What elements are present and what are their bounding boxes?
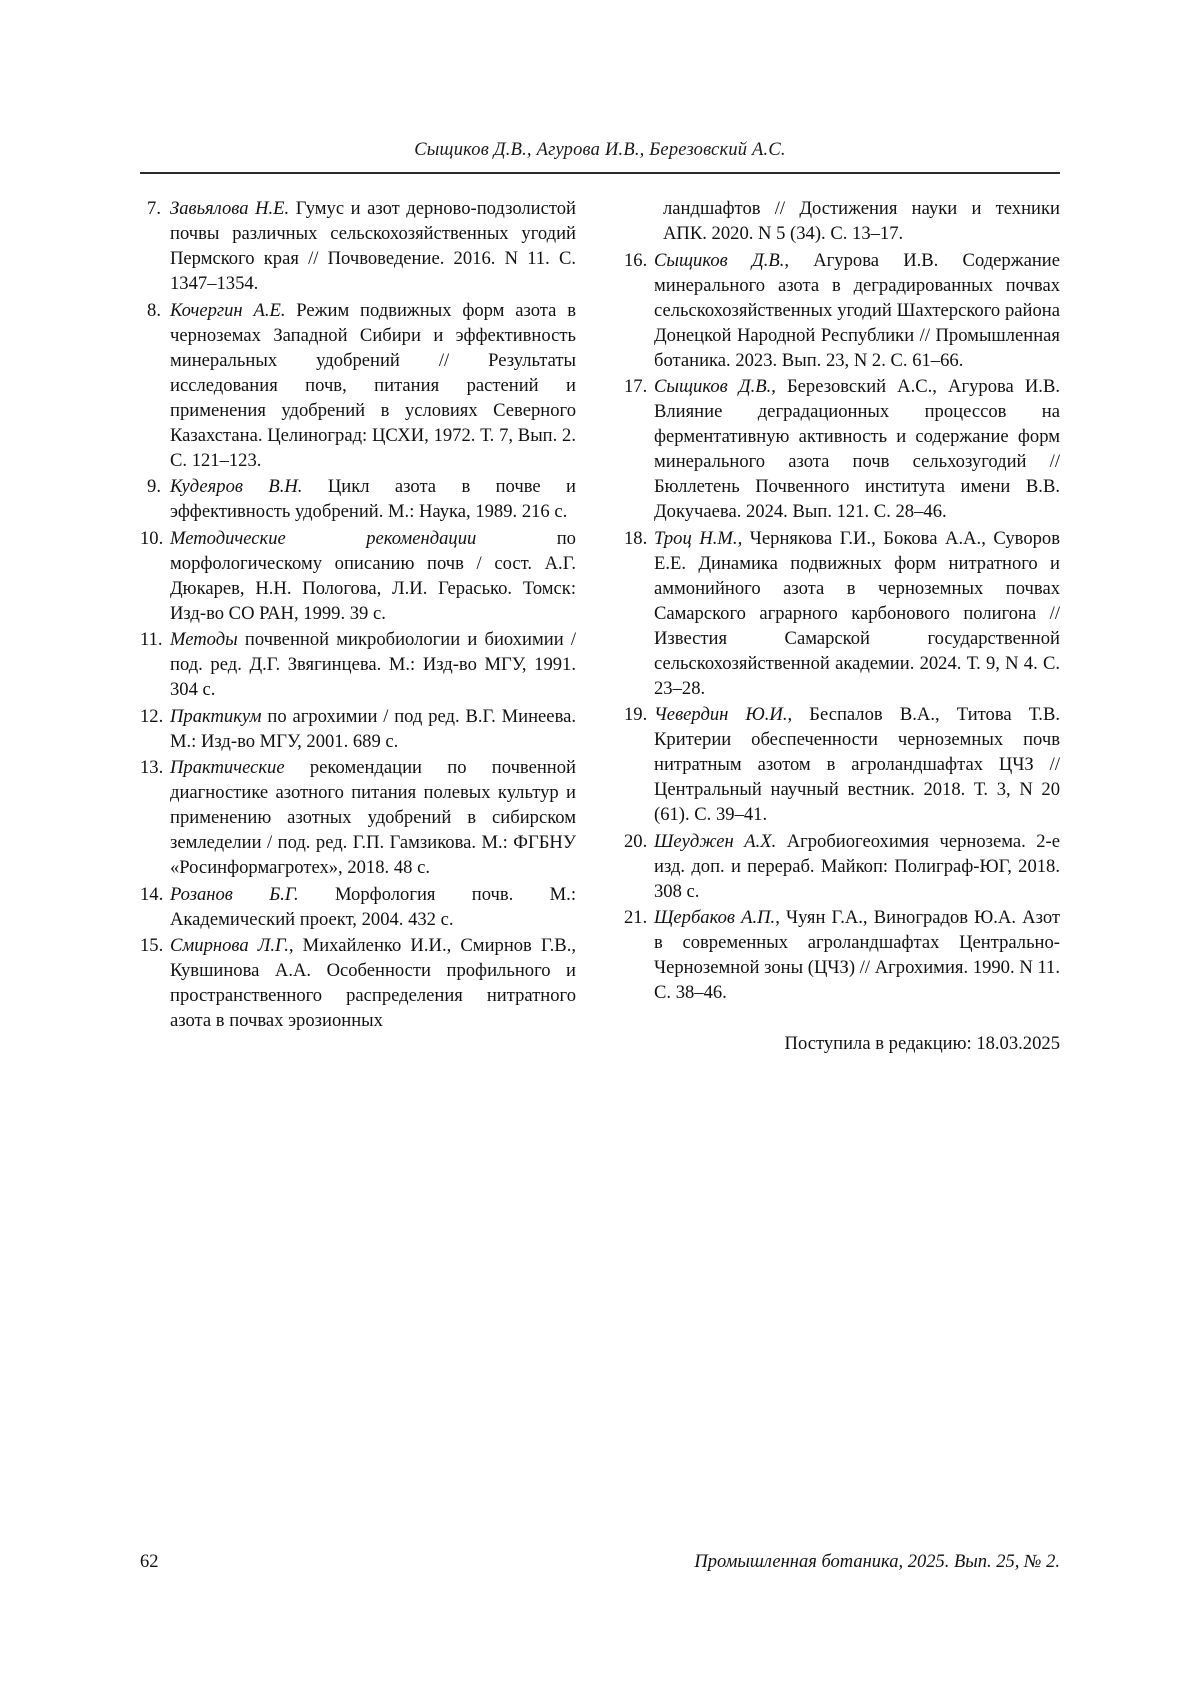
left-column — [140, 196, 576, 1056]
received-date: Поступила в редакцию: 18.03.2025 — [784, 1033, 1060, 1054]
reference-text — [654, 248, 1060, 373]
reference-body: рекомендации по почвенной диагностике азотного питания полевых культур и применению азотных удобрений в сибирском земледелии / под. ред. Г.П. Гамзикова. М.: ФГБНУ «Росинформагротех», 2018. 48 с. — [170, 757, 576, 878]
reference-text — [654, 374, 1060, 524]
reference-text — [170, 474, 576, 524]
reference-text — [654, 829, 1060, 904]
page-number: 62 — [140, 1552, 159, 1572]
list-item — [624, 374, 1060, 524]
reference-text — [170, 526, 576, 626]
reference-text — [170, 627, 576, 702]
list-item — [140, 933, 576, 1033]
reference-body: , Беспалов В.А., Титова Т.В. Критерии обеспеченности черноземных почв нитратным азотом в агроландшафтах ЦЧЗ // Центральный научный вестник. 2018. Т. 3, N 20 (61). С. 39–41. — [654, 704, 1060, 825]
reference-body: Чернякова Г.И., Бокова А.А., Суворов Е.Е. Динамика подвижных форм нитратного и аммонийного азота в черноземных почвах Самарского аграрного карбонового полигона // Известия Самарской государственной сельскохозяйственной академии. 2024. Т. 9, N 4. С. 23–28. — [654, 527, 1060, 699]
reference-author: Кудеяров В.Н. — [170, 476, 303, 497]
reference-number: 19. — [624, 704, 648, 725]
reference-body: , Михайленко И.И., Смирнов Г.В., Кувшинова А.А. Особенности профильного и пространственного распределения нитратного азота в почвах эрозионных — [170, 935, 577, 1031]
reference-body: Морфология почв. М.: Академический проект, 2004. 432 с. — [170, 883, 576, 930]
reference-number: 8. — [147, 299, 161, 321]
reference-author: Троц Н.М., — [654, 527, 743, 549]
reference-number: 12. — [140, 705, 164, 727]
list-item — [140, 704, 576, 754]
list-item — [140, 474, 576, 524]
reference-number: 10. — [140, 527, 164, 549]
reference-number: 11. — [140, 629, 163, 650]
reference-body: Цикл азота в почве и эффективность удобрений. М.: Наука, 1989. 216 с. — [170, 476, 576, 522]
reference-continuation: ландшафтов // Достижения науки и техники АПК. 2020. N 5 (34). С. 13–17. — [663, 198, 1060, 244]
reference-text — [654, 526, 1060, 701]
reference-number: 9. — [147, 476, 161, 497]
list-item — [140, 882, 576, 932]
reference-number: 18. — [624, 527, 648, 549]
reference-author: Завьялова Н.Е. — [170, 198, 290, 219]
reference-author: Чевердин Ю.И. — [654, 704, 788, 725]
reference-text — [170, 196, 576, 296]
reference-text — [170, 298, 576, 473]
list-item — [140, 755, 576, 880]
reference-body: почвенной микробиологии и биохимии / под. ред. Д.Г. Звягинцева. М.: Изд-во МГУ, 1991. 304 с. — [170, 629, 576, 700]
reference-author: Шеуджен А.Х. — [654, 830, 777, 852]
reference-number: 16. — [624, 249, 648, 271]
list-item — [140, 627, 576, 702]
reference-author: Смирнова Л.Г. — [170, 935, 289, 956]
reference-body: Агробиогеохимия чернозема. 2-е изд. доп. и перераб. Майкоп: Полиграф-ЮГ, 2018. 308 с. — [654, 830, 1060, 902]
reference-number: 15. — [140, 935, 164, 956]
list-item — [140, 298, 576, 473]
two-column-body — [140, 196, 1060, 1056]
reference-body: , Березовский А.С., Агурова И.В. Влияние деградационных процессов на ферментативную активность и содержание форм минерального азота почв сельхозугодий // Бюллетень Почвенного института имени В.В. Докучаева. 2024. Вып. 121. С. 28–46. — [654, 376, 1060, 522]
reference-author: Методические рекомендации — [170, 527, 477, 549]
reference-author: Розанов Б.Г. — [170, 883, 299, 905]
reference-number: 21. — [624, 907, 648, 928]
reference-text — [170, 882, 576, 932]
reference-author: Практические — [170, 757, 285, 778]
list-item — [624, 702, 1060, 827]
reference-text — [654, 905, 1060, 1005]
reference-list-left — [140, 196, 576, 1033]
reference-author: Методы — [170, 629, 238, 650]
reference-number: 7. — [147, 198, 161, 219]
reference-body: , Агурова И.В. Содержание минерального азота в деградированных почвах сельскохозяйственных угодий Шахтерского района Донецкой Народной Республики // Промышленная ботаника. 2023. Вып. 23, N 2. С. 61–66. — [654, 249, 1060, 371]
list-item — [624, 905, 1060, 1005]
reference-author: Сыщиков Д.В. — [654, 376, 772, 397]
right-column — [624, 196, 1060, 1056]
running-head: Сыщиков Д.В., Агурова И.В., Березовский А.С. — [414, 140, 786, 160]
list-item — [624, 829, 1060, 904]
list-item — [140, 196, 576, 296]
reference-body: , Чуян Г.А., Виноградов Ю.А. Азот в современных агроландшафтах Центрально-Черноземной зоны (ЦЧЗ) // Агрохимия. 1990. N 11. С. 38–46. — [654, 907, 1061, 1003]
reference-number: 14. — [140, 883, 164, 905]
reference-author: Щербаков А.П. — [654, 907, 776, 928]
journal-footer: Промышленная ботаника, 2025. Вып. 25, № 2. — [694, 1552, 1060, 1572]
reference-number: 20. — [624, 830, 648, 852]
reference-body: Гумус и азот дерново-подзолистой почвы различных сельскохозяйственных угодий Пермского края // Почвоведение. 2016. N 11. С. 1347–1354. — [170, 198, 576, 294]
header-divider — [140, 172, 1060, 174]
reference-body: Режим подвижных форм азота в черноземах Западной Сибири и эффективность минеральных удобрений // Результаты исследования почв, питания растений и применения удобрений в условиях Северного Казахстана. Целиноград: ЦСХИ, 1972. Т. 7, Вып. 2. С. 121–123. — [170, 299, 576, 471]
reference-author: Сыщиков Д.В. — [654, 249, 785, 271]
reference-text — [170, 755, 576, 880]
reference-body: по морфологическому описанию почв / сост. А.Г. Дюкарев, Н.Н. Пологова, Л.И. Герасько. Томск: Изд-во СО РАН, 1999. 39 с. — [170, 527, 576, 624]
reference-number: 17. — [624, 376, 648, 397]
reference-body: по агрохимии / под ред. В.Г. Минеева. М.: Изд-во МГУ, 2001. 689 с. — [170, 705, 576, 752]
list-item — [624, 248, 1060, 373]
reference-text — [170, 933, 576, 1033]
list-item — [624, 526, 1060, 701]
reference-text — [654, 702, 1060, 827]
reference-number: 13. — [140, 757, 164, 778]
reference-text — [170, 704, 576, 754]
reference-author: Практикум — [170, 705, 262, 727]
list-item — [140, 526, 576, 626]
reference-list-right — [624, 248, 1060, 1006]
reference-author: Кочергин А.Е. — [170, 299, 286, 321]
